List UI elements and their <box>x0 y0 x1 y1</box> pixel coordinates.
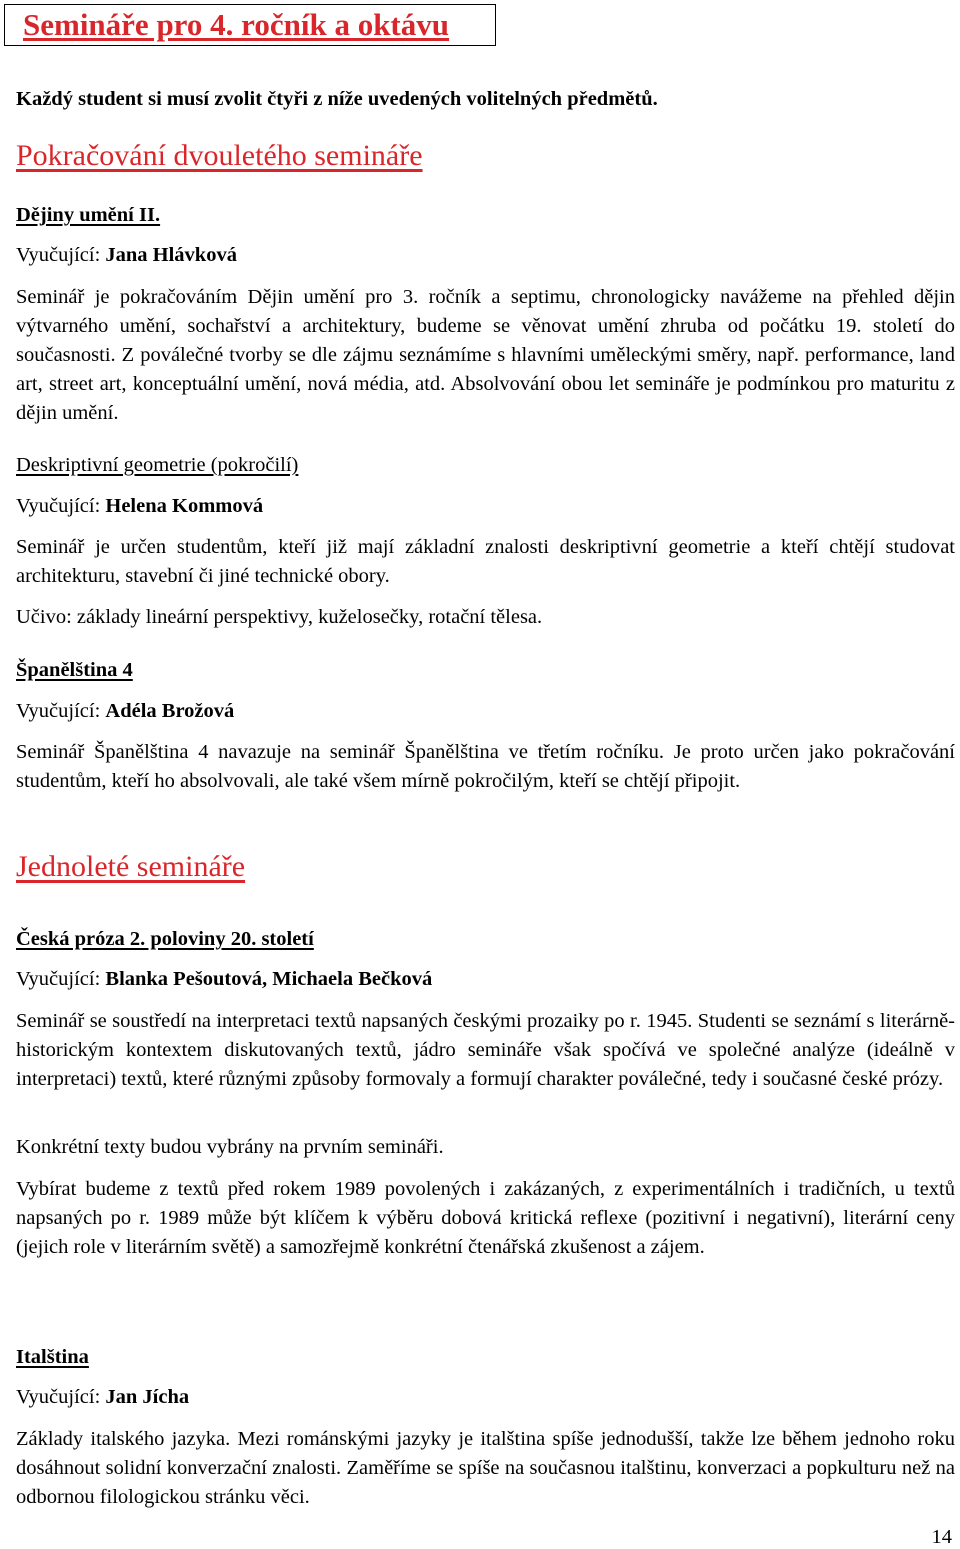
course-teacher-italian: Vyučující: Jan Jícha <box>16 1386 190 1408</box>
course-description-spanish: Seminář Španělština 4 navazuje na seminář Španělština ve třetím ročníku. Je proto určen jako pokračování studentům, kteří ho absolvovali, ale také všem mírně pokročilým, kteří se chtějí připojit. <box>16 741 955 792</box>
course-description-italian: Základy italského jazyka. Mezi románskými jazyky je italština spíše jednodušší, takže lze během jednoho roku dosáhnout solidní konverzační znalosti. Zaměříme se spíše na současnou italštinu, konverzaci a popkulturu než na odbornou filologickou stránku věci. <box>16 1428 955 1508</box>
page-title: Semináře pro 4. ročník a oktávu <box>23 7 449 42</box>
course-title-descriptive-geometry: Deskriptivní geometrie (pokročilí) <box>16 454 299 476</box>
course-title-czech-prose: Česká próza 2. poloviny 20. století <box>16 928 314 950</box>
course-description-descriptive-geometry: Seminář je určen studentům, kteří již mají základní znalosti deskriptivní geometrie a kteří chtějí studovat architekturu, stavební či jiné technické obory. <box>16 536 955 587</box>
title-box <box>4 4 496 46</box>
course-title-art-history: Dějiny umění II. <box>16 204 161 226</box>
course-teacher-spanish: Vyučující: Adéla Brožová <box>16 700 235 722</box>
page-number: 14 <box>931 1526 952 1548</box>
course-title-italian: Italština <box>16 1346 89 1368</box>
course-teacher-czech-prose: Vyučující: Blanka Pešoutová, Michaela Bečková <box>16 968 433 990</box>
section-heading-one-year: Jednoleté semináře <box>16 850 246 883</box>
course-note-czech-prose: Konkrétní texty budou vybrány na prvním semináři. <box>16 1136 444 1158</box>
course-description-art-history: Seminář je pokračováním Dějin umění pro 3. ročník a septimu, chronologicky navážeme na přehled dějin výtvarného umění, sochařství a architektury, budeme se věnovat umění zhruba od počátku 19. století do současnosti. Z poválečné tvorby se dle zájmu seznámíme s hlavními uměleckými směry, např. performance, land art, street art, konceptuální umění, nová média, atd. Absolvování obou let semináře je podmínkou pro maturitu z dějin umění. <box>16 286 955 424</box>
course-curriculum-descriptive-geometry: Učivo: základy lineární perspektivy, kuželosečky, rotační tělesa. <box>16 606 543 628</box>
course-selection-czech-prose: Vybírat budeme z textů před rokem 1989 povolených i zakázaných, z experimentálních i tradičních, u textů napsaných po r. 1989 může být klíčem k výběru dobová kritická reflexe (pozitivní i negativní), literární ceny (jejich role v literárním světě) a samozřejmě konkrétní čtenářská zkušenost a zájem. <box>16 1178 955 1258</box>
course-description-czech-prose: Seminář se soustředí na interpretaci textů napsaných českými prozaiky po r. 1945. Studenti se seznámí s literárně-historickým kontextem diskutovaných textů, jádro semináře však spočívá ve společné analýze (ideálně v interpretaci) textů, které různými způsoby formovaly a formují charakter poválečné, tedy i současné české prózy. <box>16 1010 955 1090</box>
intro-text: Každý student si musí zvolit čtyři z níže uvedených volitelných předmětů. <box>16 88 658 110</box>
course-teacher-descriptive-geometry: Vyučující: Helena Kommová <box>16 495 264 517</box>
section-heading-two-year: Pokračování dvouletého semináře <box>16 139 423 172</box>
course-teacher-art-history: Vyučující: Jana Hlávková <box>16 244 237 266</box>
course-title-spanish: Španělština 4 <box>16 659 133 681</box>
